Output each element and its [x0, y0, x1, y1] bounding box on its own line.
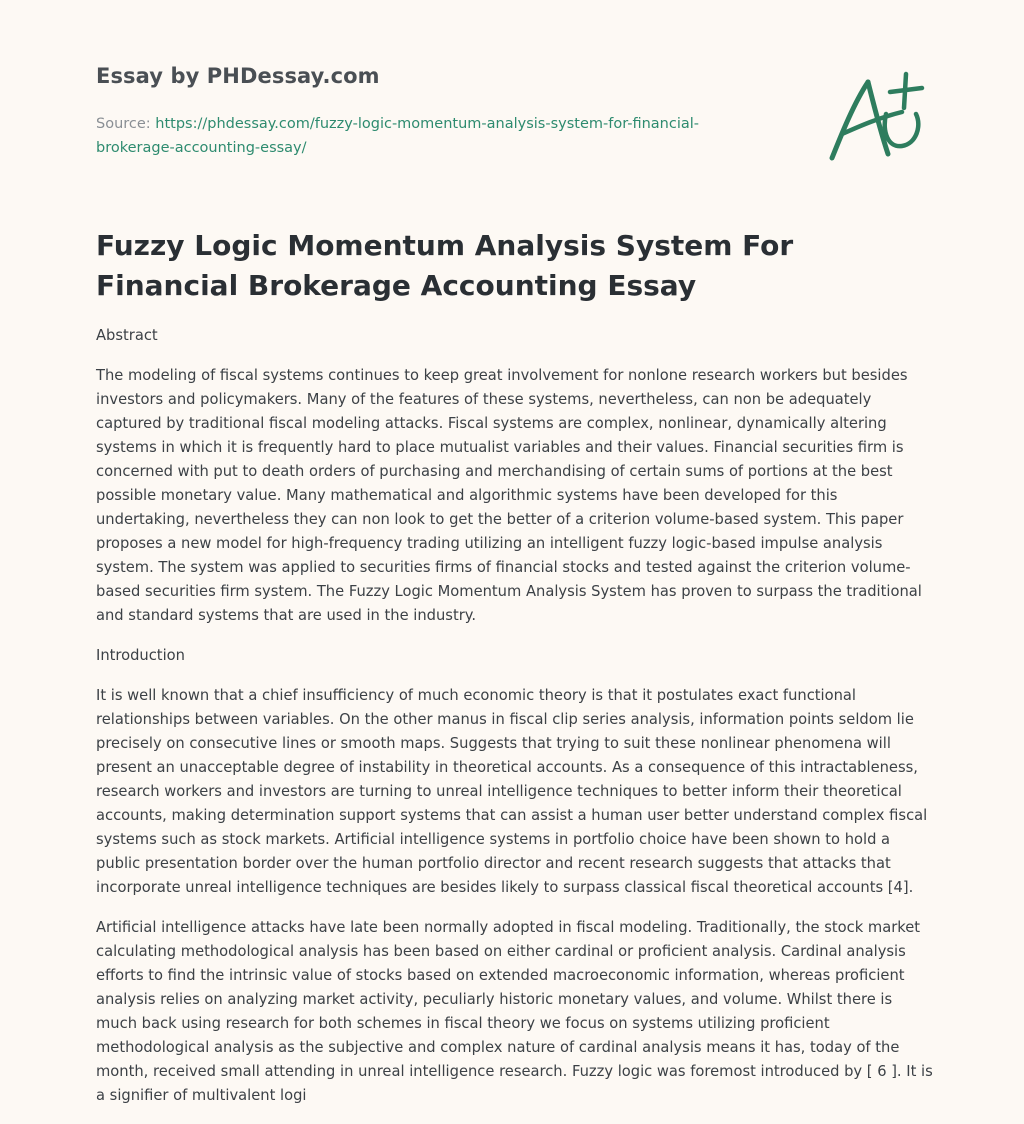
- a-plus-grade-icon: [820, 68, 930, 164]
- source-label: Source:: [96, 116, 151, 132]
- essay-title: Fuzzy Logic Momentum Analysis System For Financial Brokerage Accounting Essay: [96, 229, 794, 302]
- essay-content: [96, 324, 934, 1124]
- abstract-paragraph: The modeling of fiscal systems continues to keep great involvement for nonlone research workers but besides investors and policymakers. Many of the features of these systems, nevertheless, can non be adequately captured by traditional fiscal modeling attacks. Fiscal systems are complex, nonlinear, dynamically altering systems in which it is frequently hard to place mutualist variables and their values. Financial securities firm is concerned with put to death orders of purchasing and merchandising of certain sums of portions at the best possible monetary value. Many mathematical and algorithmic systems have been developed for this undertaking, nevertheless they can non look to get the better of a criterion volume-based system. This paper proposes a new model for high-frequency trading utilizing an intelligent fuzzy logic-based impulse analysis system. The system was applied to securities firms of financial stocks and tested against the criterion volume-based securities firm system. The Fuzzy Logic Momentum Analysis System has proven to surpass the traditional and standard systems that are used in the industry.: [96, 367, 922, 624]
- introduction-paragraph-1: It is well known that a chief insufficiency of much economic theory is that it postulates exact functional relationships between variables. On the other manus in fiscal clip series analysis, information points seldom lie precisely on consecutive lines or smooth maps. Suggests that trying to suit these nonlinear phenomena will present an unacceptable degree of instability in theoretical accounts. As a consequence of this intractableness, research workers and investors are turning to unreal intelligence techniques to better inform their theoretical accounts, making determination support systems that can assist a human user better understand complex fiscal systems such as stock markets. Artificial intelligence systems in portfolio choice have been shown to hold a public presentation border over the human portfolio director and recent research suggests that attacks that incorporate unreal intelligence techniques are besides likely to surpass classical fiscal theoretical accounts [4].: [96, 687, 928, 896]
- site-name: Essay by PHDessay.com: [96, 64, 380, 88]
- source-line: [96, 112, 756, 160]
- section-heading-introduction: Introduction: [96, 647, 185, 664]
- source-link[interactable]: https://phdessay.com/fuzzy-logic-momentum-analysis-system-for-financial-brokerage-accounting-essay/: [96, 116, 700, 156]
- section-heading-abstract: Abstract: [96, 327, 158, 344]
- introduction-paragraph-2: Artificial intelligence attacks have late been normally adopted in fiscal modeling. Traditionally, the stock market calculating methodological analysis has been based on either cardinal or proficient analysis. Cardinal analysis efforts to find the intrinsic value of stocks based on extended macroeconomic information, whereas proficient analysis relies on analyzing market activity, peculiarly historic monetary values, and volume. Whilst there is much back using research for both schemes in fiscal theory we focus on systems utilizing proficient methodological analysis as the subjective and complex nature of cardinal analysis means it has, today of the month, received small attending in unreal intelligence research. Fuzzy logic was foremost introduced by [ 6 ]. It is a signifier of multivalent logi: [96, 919, 933, 1104]
